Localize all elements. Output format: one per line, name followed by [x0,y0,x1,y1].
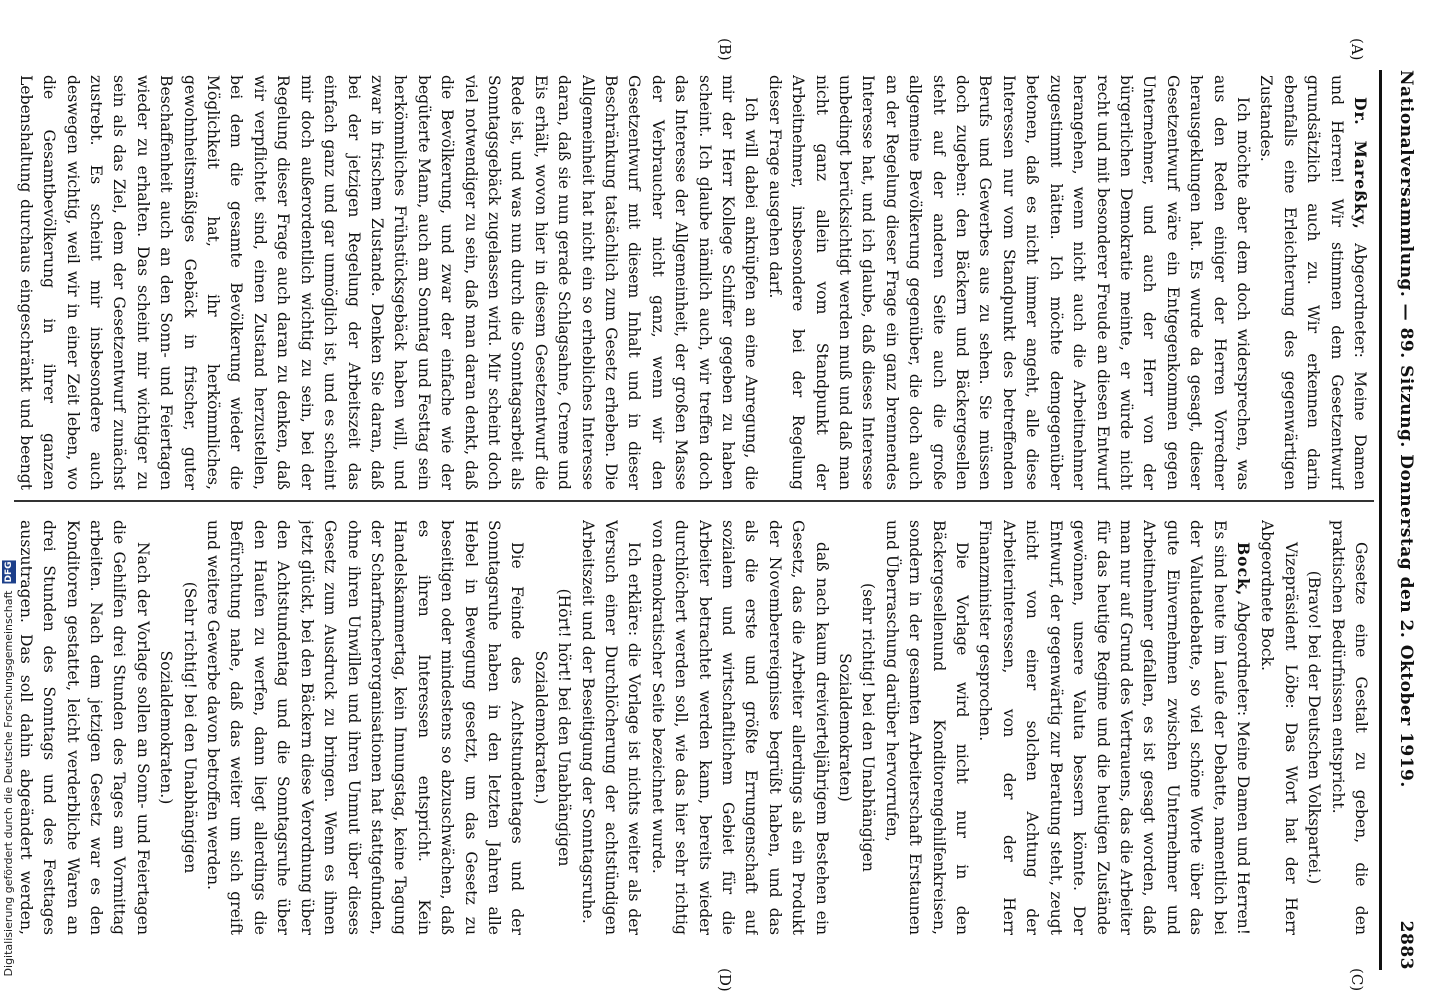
margin-mark-c: (C) [1348,968,1366,992]
paragraph [154,520,201,935]
paragraph-text: Ich möchte aber dem doch widersprechen, was aus den Reden einiger der Herren Vorredner herausgeklungen hat. Es wurde da gesagt, dieser Gesetzentwurf wäre ein Entgegenkommen gegen Unternehmer, und auch der Herr von der bürgerlichen Demokratie meinte, er würde nicht recht und mit besonderer Freude an diesen Entwurf herangehen, wenn nicht auch die Arbeitnehmer zugestimmt hätten. Ich möchte demgegenüber betonen, daß es nicht immer angeht, alle diese Interessen nur vom Standpunkt des betreffenden Berufs und Gewerbes aus zu sehen. Sie müssen doch zugeben: den Bäckern und Bäckergesellen steht auf der anderen Seite auch die große allgemeine Bevölkerung gegenüber, die doch auch an der Regelung dieser Frage ein ganz brennendes Interesse hat, und ich glaube, daß dieses Interesse unbedingt berücksichtigt werden muß und daß man nicht ganz allein vom Standpunkt der Arbeitnehmer, insbesondere bei der Regelung dieser Frage ausgehen darf. [765,75,1252,490]
paragraph-text: daß nach kaum dreivierteljährigem Bestehen ein Gesetz, das die Arbeiter allerdings als ein Produkt der Novemberereignisse begrüßt haben, und das als die erste und größte Errungenschaft auf sozialem und wirtschaftlichem Gebiet für die Arbeiter betrachtet werden kann, bereits wieder durchlöchert werden soll, wie das hier sehr richtig von demokratischer Seite bezeichnet wurde. [648,520,831,935]
paragraph [1254,75,1372,490]
paragraph [12,520,154,935]
paragraph-text: Abgeordneter: Meine Damen und Herren! Wir stimmen dem Gesetzentwurf grundsätzlich auch zu. Wir erkennen darin ebenfalls eine Erleichterung des gegenwärtigen Zustandes. [1257,75,1369,490]
paragraph [762,75,1254,490]
paragraph-text: Abgeordneter: Meine Damen und Herren! Es sind heute im Laufe der Debatte, namentlich bei der Valutadebatte, so viel schöne Worte über das gute Einvernehmen zwischen Unternehmer und Arbeitnehmer gefallen, es ist gesagt worden, daß man nur auf Grund des Vertrauens, das die Arbeiter für das heutige Regime und die heutigen Zustände gewönnen, unsere Valuta bessern könnte. Der Entwurf, der gegenwärtig zur Beratung steht, zeugt nicht von einer solchen Achtung der Arbeiterinteressen, von der der Herr Finanzminister gesprochen. [976,520,1252,935]
paragraph [201,520,529,935]
digitization-credit [2,560,16,976]
paragraph-text: (Sehr richtig! bei den Unabhängigen Sozialdemokraten.) [157,581,199,874]
paragraph [645,520,832,935]
left-column [12,75,1372,490]
paragraph-text: Ich will dabei anknüpfen an eine Anregung, die mir der Herr Kollege Schiffer gegeben zu haben scheint. Ich glaube nämlich auch, wir treffen doch das Interesse der Allgemeinheit, der großen Masse der Verbraucher nicht ganz, wenn wir den Gesetzentwurf mit diesem Inhalt und in dieser Beschränkung tatsächlich zum Gesetz erheben. Die Allgemeinheit hat nicht ein so erhebliches Interesse daran, daß sie nun gerade Schlagsahne, Creme und Eis erhält, wovon hier in diesem Gesetzentwurf die Rede ist, und was nun durch die Sonntagsarbeit als Sonntagsgebäck zugelassen wird. Mir scheint doch viel notwendiger zu sein, daß man daran denkt, daß die Bevölkerung, und zwar der einfache wie der begüterte Mann, auch am Sonntag und Festtag sein herkömmliches Frühstücksgebäck haben will, und zwar in frischem Zustande. Denken Sie daran, daß bei der jetzigen Regelung der Arbeitszeit das einfach ganz und gar unmöglich ist, und es scheint mir doch außerordentlich wichtig zu sein, bei der Regelung dieser Frage auch daran zu denken, daß wir verpflichtet sind, einen Zustand herzustellen, bei dem die gesamte Bevölkerung wieder die Möglichkeit hat, ihr herkömmliches, gewohnheitsmäßiges Gebäck in frischer, guter Beschaffenheit auch an den Sonn- und Feiertagen wieder zu erhalten. Das scheint mir wichtiger zu sein als das Ziel, dem der Gesetzentwurf zunächst zustrebt. Es scheint mir insbesondere auch deswegen wichtig, weil wir in einer Zeit leben, wo die Gesamtbevölkerung in ihrer ganzen Lebenshaltung durchaus eingeschränkt und beengt [16,75,761,490]
right-column [12,520,1372,935]
paragraph [879,520,973,935]
speaker-name: Dr. Mareßky, [1351,97,1370,230]
page-number: 2883 [1396,920,1416,970]
margin-mark-a: (A) [1348,38,1366,61]
paragraph [833,520,880,935]
margin-mark-b: (B) [716,38,734,61]
paragraph-text: Gesetze eine Gestalt zu geben, die den praktischen Bedürfnissen entspricht. [1328,520,1370,935]
page-header [1386,70,1426,970]
paragraph [973,520,1255,935]
column-divider [14,500,1374,502]
paragraph [528,520,575,935]
speaker-name: Bock, [1233,542,1253,597]
paragraph-text: Ich erkläre: die Vorlage ist nichts weiter als der Versuch einer Durchlöcherung der achtstündigen Arbeitszeit und der Beseitigung der Sonntagsruhe. [578,520,644,935]
header-rule [1379,70,1382,970]
paragraph-text: (Hört! hört! bei den Unabhängigen Sozialdemokraten.) [531,588,574,867]
paragraph-text: Nach der Vorlage sollen an Sonn- und Feiertagen die Gehilfen drei Stunden des Tages am Vormittag arbeiten. Nach dem jetzigen Gesetz war es den Konditoren gestattet, leicht verderbliche Waren an drei Stunden des Sonntags und des Festtages auszutragen. Das soll dahin abgeändert werden, [16,520,152,935]
paragraph-text: Die Vorlage wird nicht nur in den Bäckergesellenund Konditorengehilfenkreisen, sondern in der gesamten Arbeiterschaft Erstaunen und Überraschung darüber hervorrufen, [882,520,972,935]
credit-text: Digitalisierung gefördert durch die Deutsche Forschungsgemeinschaft [2,590,15,977]
paragraph-text: (sehr richtig! bei den Unabhängigen Sozialdemokraten) [836,583,878,872]
paragraph-text: (Bravo! bei der Deutschen Volkspartei.) [1305,570,1324,885]
paragraph [1255,520,1302,935]
header-title: Nationalversammlung. — 89. Sitzung. Donnerstag den 2. Oktober 1919. [1396,70,1416,788]
dfg-logo: DFG [4,561,14,583]
paragraph [1325,520,1372,935]
margin-mark-d: (D) [716,968,734,992]
paragraph [575,520,645,935]
paragraph-text: Vizepräsident Löbe: Das Wort hat der Herr Abgeordnete Bock. [1258,520,1300,935]
paragraph [1302,520,1325,935]
paragraph [12,75,762,490]
paragraph-text: Die Feinde des Achtstundentages und der Sonntagsruhe haben in den letzten Jahren alle Hebel in Bewegung gesetzt, um das Gesetz zu beseitigen oder mindestens so abzuschwächen, daß es ihren Interessen entspricht. Kein Handelskammertag, kein Innungstag, keine Tagung der Scharfmacherorganisationen hat stattgefunden, ohne ihren Unwillen und ihren Unmut über dieses Gesetz zum Ausdruck zu bringen. Wenn es ihnen jetzt glückt, bei den Bäckern diese Verordnung über den Achtstundentag und die Sonntagsruhe über den Haufen zu werfen, dann liegt allerdings die Befürchtung nahe, daß das weiter um sich greift und weitere Gewerbe davon betroffen werden. [204,520,527,935]
